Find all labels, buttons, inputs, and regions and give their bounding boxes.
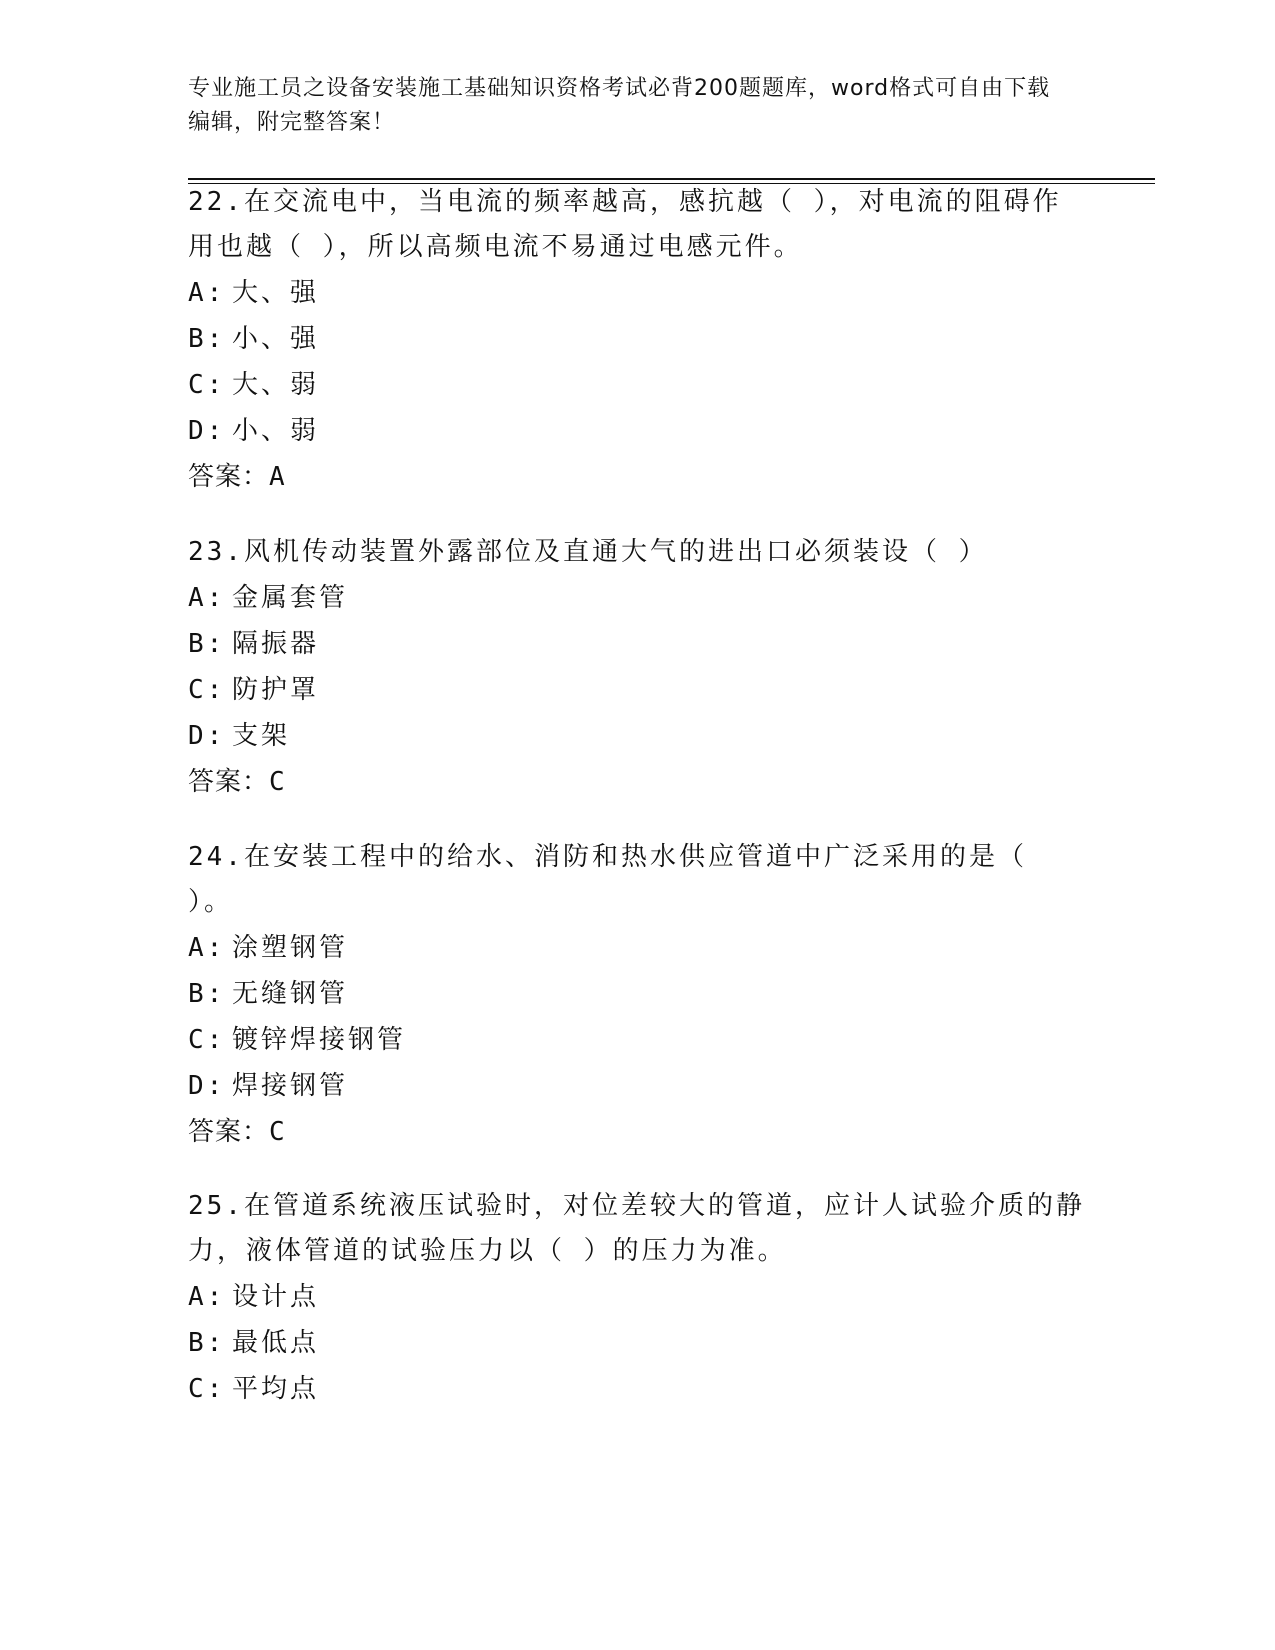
option-text: 设计点 xyxy=(232,1282,320,1312)
option-letter: A: xyxy=(188,1282,226,1312)
option-b xyxy=(188,621,1088,667)
option-text: 防护罩 xyxy=(232,675,320,705)
option-text: 大、强 xyxy=(232,278,320,308)
question-text: 22.在交流电中，当电流的频率越高，感抗越（ ），对电流的阻碍作用也越（ ），所以高频电流不易通过电感元件。 xyxy=(188,187,1062,262)
option-letter: C: xyxy=(188,370,226,400)
option-letter: C: xyxy=(188,675,226,705)
option-text: 大、弱 xyxy=(232,370,320,400)
option-letter: D: xyxy=(188,721,226,751)
option-letter: C: xyxy=(188,1025,226,1055)
option-b xyxy=(188,1320,1088,1366)
option-text: 最低点 xyxy=(232,1328,320,1358)
option-letter: D: xyxy=(188,1071,226,1101)
answer-line xyxy=(188,454,1088,500)
answer-line xyxy=(188,1109,1088,1155)
answer-value: C xyxy=(269,767,286,797)
option-text: 小、强 xyxy=(232,324,320,354)
option-a xyxy=(188,575,1088,621)
option-letter: A: xyxy=(188,933,226,963)
option-c xyxy=(188,1366,1088,1412)
question-text: 25.在管道系统液压试验时，对位差较大的管道，应计人试验介质的静力，液体管道的试验压力以（ ）的压力为准。 xyxy=(188,1191,1085,1266)
option-c xyxy=(188,667,1088,713)
option-a xyxy=(188,925,1088,971)
option-letter: B: xyxy=(188,629,226,659)
option-b xyxy=(188,316,1088,362)
option-d xyxy=(188,1063,1088,1109)
answer-label: 答案： xyxy=(188,767,270,797)
option-c xyxy=(188,362,1088,408)
answer-value: C xyxy=(269,1117,286,1147)
document-header: 专业施工员之设备安装施工基础知识资格考试必背200题题库，word格式可自由下载编辑，附完整答案！ xyxy=(188,76,1051,135)
option-d xyxy=(188,713,1088,759)
question-text: 24.在安装工程中的给水、消防和热水供应管道中广泛采用的是（ ）。 xyxy=(188,842,1027,917)
option-c xyxy=(188,1017,1088,1063)
option-b xyxy=(188,971,1088,1017)
answer-label: 答案： xyxy=(188,1117,270,1147)
option-a xyxy=(188,270,1088,316)
option-letter: B: xyxy=(188,324,226,354)
option-letter: B: xyxy=(188,979,226,1009)
option-d xyxy=(188,408,1088,454)
option-letter: B: xyxy=(188,1328,226,1358)
question-25 xyxy=(188,1184,1088,1412)
option-text: 涂塑钢管 xyxy=(232,933,349,963)
question-text: 23.风机传动装置外露部位及直通大气的进出口必须装设（ ） xyxy=(188,537,988,567)
option-text: 金属套管 xyxy=(232,583,349,613)
option-letter: A: xyxy=(188,278,226,308)
option-text: 无缝钢管 xyxy=(232,979,349,1009)
option-letter: A: xyxy=(188,583,226,613)
answer-label: 答案： xyxy=(188,462,270,492)
option-text: 小、弱 xyxy=(232,416,320,446)
option-letter: C: xyxy=(188,1374,226,1404)
option-text: 镀锌焊接钢管 xyxy=(232,1025,407,1055)
question-22 xyxy=(188,180,1088,500)
option-text: 平均点 xyxy=(232,1374,320,1404)
option-text: 隔振器 xyxy=(232,629,320,659)
option-a xyxy=(188,1274,1088,1320)
answer-line xyxy=(188,759,1088,805)
option-letter: D: xyxy=(188,416,226,446)
question-23 xyxy=(188,530,1088,805)
question-24 xyxy=(188,835,1088,1155)
option-text: 支架 xyxy=(232,721,291,751)
option-text: 焊接钢管 xyxy=(232,1071,349,1101)
answer-value: A xyxy=(269,462,286,492)
